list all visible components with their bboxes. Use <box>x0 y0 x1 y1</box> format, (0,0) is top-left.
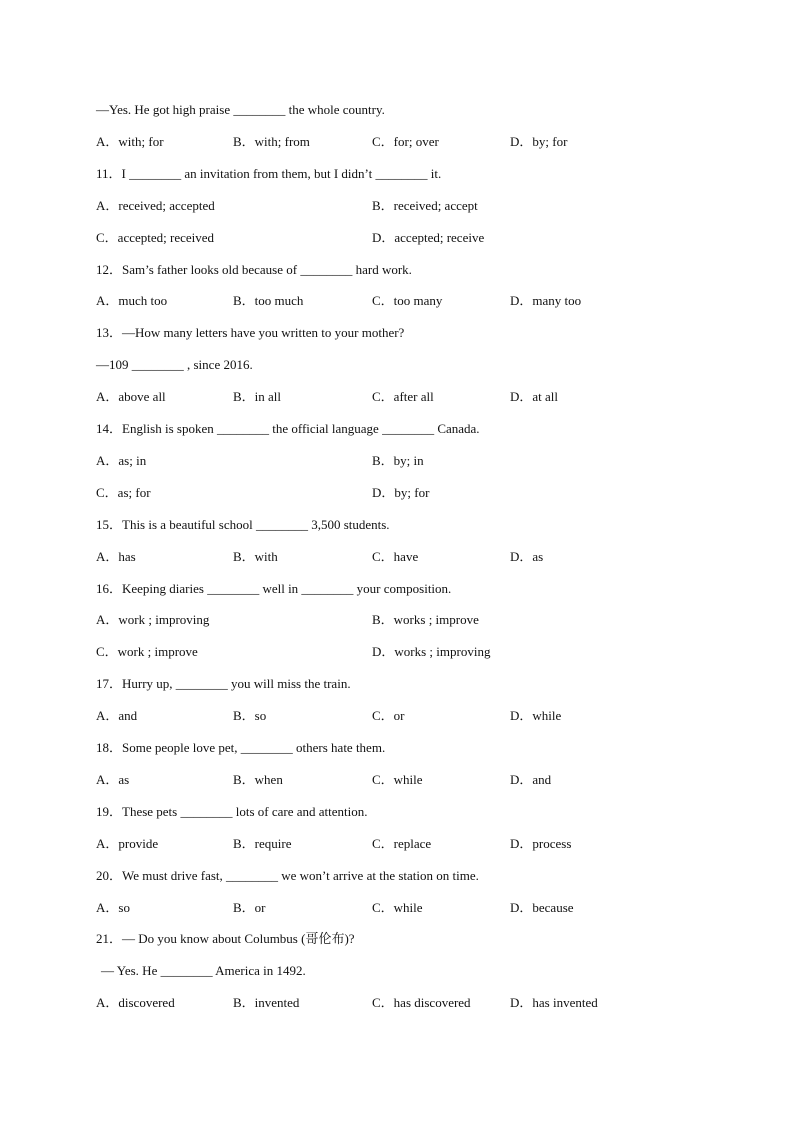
answer-options-row <box>96 451 716 471</box>
answer-option[interactable]: C．replace <box>372 836 432 851</box>
answer-option[interactable]: A．received; accepted <box>96 198 215 213</box>
answer-option[interactable]: D．while <box>510 708 562 723</box>
answer-option[interactable]: C．while <box>372 900 423 915</box>
answer-option[interactable]: B．invented <box>233 995 300 1010</box>
question-line: 14．English is spoken ________ the official language ________ Canada. <box>96 421 480 436</box>
answer-option[interactable]: A．above all <box>96 389 166 404</box>
question-line: 18．Some people love pet, ________ others hate them. <box>96 740 386 755</box>
answer-option[interactable]: A．with; for <box>96 134 164 149</box>
answer-option[interactable]: D．and <box>510 772 552 787</box>
answer-option[interactable]: A．as; in <box>96 453 147 468</box>
question-line: 16．Keeping diaries ________ well in ________ your composition. <box>96 581 452 596</box>
answer-options-row <box>96 547 716 567</box>
question-line: 13．—How many letters have you written to your mother? <box>96 325 405 340</box>
answer-options-row <box>96 898 716 918</box>
answer-option[interactable]: C．for; over <box>372 134 439 149</box>
answer-option[interactable]: D．by; for <box>510 134 568 149</box>
answer-options-row <box>96 610 716 630</box>
answer-options-row <box>96 993 716 1013</box>
answer-option[interactable]: C．has discovered <box>372 995 471 1010</box>
answer-option[interactable]: C．after all <box>372 389 434 404</box>
question-line: 11．I ________ an invitation from them, but I didn’t ________ it. <box>96 166 442 181</box>
question-line: 20．We must drive fast, ________ we won’t arrive at the station on time. <box>96 868 479 883</box>
answer-option[interactable]: A．work ; improving <box>96 612 210 627</box>
answer-option[interactable]: C．work ; improve <box>96 644 198 659</box>
answer-option[interactable]: A．so <box>96 900 130 915</box>
answer-option[interactable]: D．at all <box>510 389 559 404</box>
question-line: 17．Hurry up, ________ you will miss the train. <box>96 676 351 691</box>
answer-option[interactable]: B．by; in <box>372 453 424 468</box>
question-line: 19．These pets ________ lots of care and attention. <box>96 804 368 819</box>
answer-option[interactable]: D．accepted; receive <box>372 230 485 245</box>
answer-option[interactable]: B．when <box>233 772 283 787</box>
answer-options-row <box>96 132 716 152</box>
answer-options-row <box>96 228 716 248</box>
answer-options-row <box>96 770 716 790</box>
answer-option[interactable]: D．as <box>510 549 544 564</box>
answer-option[interactable]: A．as <box>96 772 130 787</box>
question-line: —109 ________ , since 2016. <box>96 357 253 372</box>
question-line: 12．Sam’s father looks old because of ________ hard work. <box>96 262 412 277</box>
answer-options-row <box>96 291 716 311</box>
answer-option[interactable]: B．works ; improve <box>372 612 479 627</box>
answer-option[interactable]: D．because <box>510 900 574 915</box>
answer-options-row <box>96 642 716 662</box>
question-line: —Yes. He got high praise ________ the whole country. <box>96 102 385 117</box>
answer-option[interactable]: B．so <box>233 708 267 723</box>
answer-option[interactable]: A．and <box>96 708 138 723</box>
answer-option[interactable]: D．process <box>510 836 572 851</box>
answer-option[interactable]: C．while <box>372 772 423 787</box>
answer-option[interactable]: D．has invented <box>510 995 598 1010</box>
question-line: 21．— Do you know about Columbus (哥伦布)? <box>96 931 355 946</box>
answer-options-row <box>96 706 716 726</box>
answer-option[interactable]: A．provide <box>96 836 159 851</box>
answer-options-row <box>96 834 716 854</box>
answer-option[interactable]: D．works ; improving <box>372 644 491 659</box>
answer-option[interactable]: A．discovered <box>96 995 175 1010</box>
answer-option[interactable]: C．have <box>372 549 419 564</box>
answer-option[interactable]: B．with <box>233 549 278 564</box>
answer-option[interactable]: B．in all <box>233 389 282 404</box>
answer-options-row <box>96 196 716 216</box>
answer-option[interactable]: C．as; for <box>96 485 151 500</box>
answer-option[interactable]: B．received; accept <box>372 198 478 213</box>
answer-options-row <box>96 387 716 407</box>
question-line: — Yes. He ________ America in 1492. <box>101 963 306 978</box>
answer-option[interactable]: B．with; from <box>233 134 310 149</box>
answer-options-row <box>96 483 716 503</box>
answer-option[interactable]: B．require <box>233 836 292 851</box>
answer-option[interactable]: C．too many <box>372 293 443 308</box>
question-line: 15．This is a beautiful school ________ 3,500 students. <box>96 517 390 532</box>
answer-option[interactable]: C．accepted; received <box>96 230 215 245</box>
answer-option[interactable]: C．or <box>372 708 405 723</box>
answer-option[interactable]: D．many too <box>510 293 582 308</box>
answer-option[interactable]: B．or <box>233 900 266 915</box>
answer-option[interactable]: D．by; for <box>372 485 430 500</box>
answer-option[interactable]: A．much too <box>96 293 168 308</box>
answer-option[interactable]: A．has <box>96 549 136 564</box>
answer-option[interactable]: B．too much <box>233 293 304 308</box>
